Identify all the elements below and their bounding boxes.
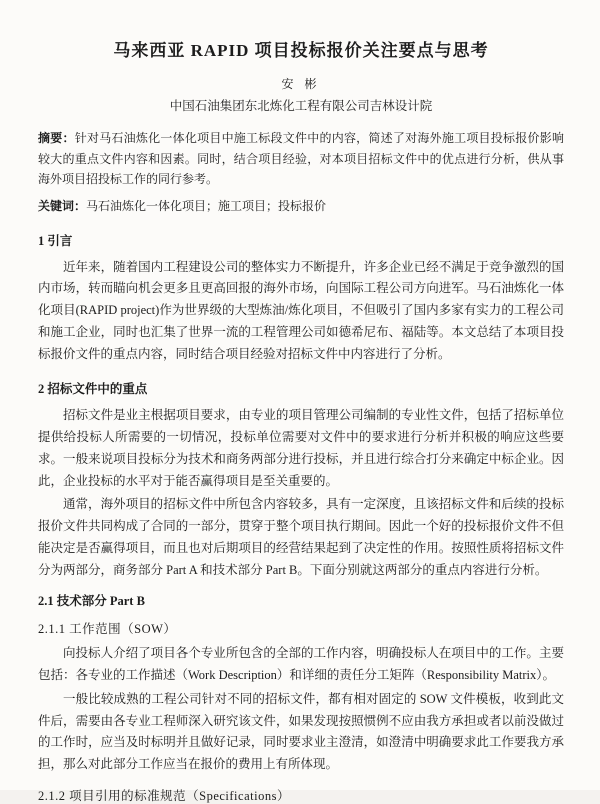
paragraph: 近年来，随着国内工程建设公司的整体实力不断提升，许多企业已经不满足于竞争激烈的国内市场，转而瞄向机会更多且更高回报的海外市场，向国际工程公司方向进军。马石油炼化一体化项目(RAPID project)作为世界级的大型炼油/炼化项目，不但吸引了国内多家有实力的工程公司和施工企业，同时也汇集了世界一流的工程管理公司如德希尼布、福陆等。本文总结了本项目投标报价文件的重点内容，同时结合项目经验对招标文件中内容进行了分析。	[38, 259, 564, 361]
keywords-text: 马石油炼化一体化项目；施工项目；投标报价	[86, 198, 327, 213]
paragraph: 一般比较成熟的工程公司针对不同的招标文件，都有相对固定的 SOW 文件模板，收到此文件后，需要由各专业工程师深入研究该文件，如果发现按照惯例不应由我方承担或者以前没做过的工作时，应当及时标明并且做好记录，同时要求业主澄清，如澄清中明确要求此工作要我方承担，那么对此部分工作应当在报价的费用上有所体现。	[38, 691, 564, 771]
keywords-label: 关键词：	[38, 198, 87, 213]
section-heading-technical-part-b: 2.1 技术部分 Part B	[38, 594, 145, 609]
abstract-label: 摘要：	[38, 131, 75, 145]
section-heading-introduction: 1 引言	[38, 233, 73, 248]
paragraph: 通常，海外项目的招标文件中所包含内容较多，具有一定深度，且该招标文件和后续的投标报价文件共同构成了合同的一部分，贯穿于整个项目执行期间。因此一个好的投标报价文件不但能决定是否赢得项目，而且也对后期项目的经营结果起到了决定性的作用。按照性质将招标文件分为两部分，商务部分 Part A 和技术部分 Part B。下面分别就这两部分的重点内容进行分析。	[38, 497, 564, 577]
section-heading-key-points: 2 招标文件中的重点	[38, 382, 148, 397]
section-heading-sow: 2.1.1 工作范围（SOW）	[38, 622, 177, 637]
author-name: 安 彬	[281, 77, 321, 91]
paragraph: 招标文件是业主根据项目要求，由专业的项目管理公司编制的专业性文件，包括了招标单位提供给投标人所需要的一切情况，投标单位需要对文件中的要求进行分析并积极的响应这些要求。一般来说项目投标分为技术和商务两部分进行投标，并且进行综合打分来确定中标企业。因此，企业投标的水平对于能否赢得项目是至关重要的。	[38, 408, 564, 488]
abstract-text: 针对马石油炼化一体化项目中施工标段文件中的内容，简述了对海外施工项目投标报价影响较大的重点文件内容和因素。同时，结合项目经验，对本项目招标文件中的优点进行分析，供从事海外项目招投标工作的同行参考。	[38, 131, 564, 187]
paper-title: 马来西亚 RAPID 项目投标报价关注要点与思考	[113, 41, 489, 60]
paragraph: 向投标人介绍了项目各个专业所包含的全部的工作内容，明确投标人在项目中的工作。主要包括：各专业的工作描述（Work Description）和详细的责任分工矩阵（Responsibility Matrix）。	[38, 646, 564, 682]
abstract	[38, 128, 564, 190]
keywords	[38, 196, 564, 217]
author-affiliation: 中国石油集团东北炼化工程有限公司吉林设计院	[169, 99, 433, 113]
section-heading-specifications: 2.1.2 项目引用的标准规范（Specifications）	[38, 788, 290, 803]
